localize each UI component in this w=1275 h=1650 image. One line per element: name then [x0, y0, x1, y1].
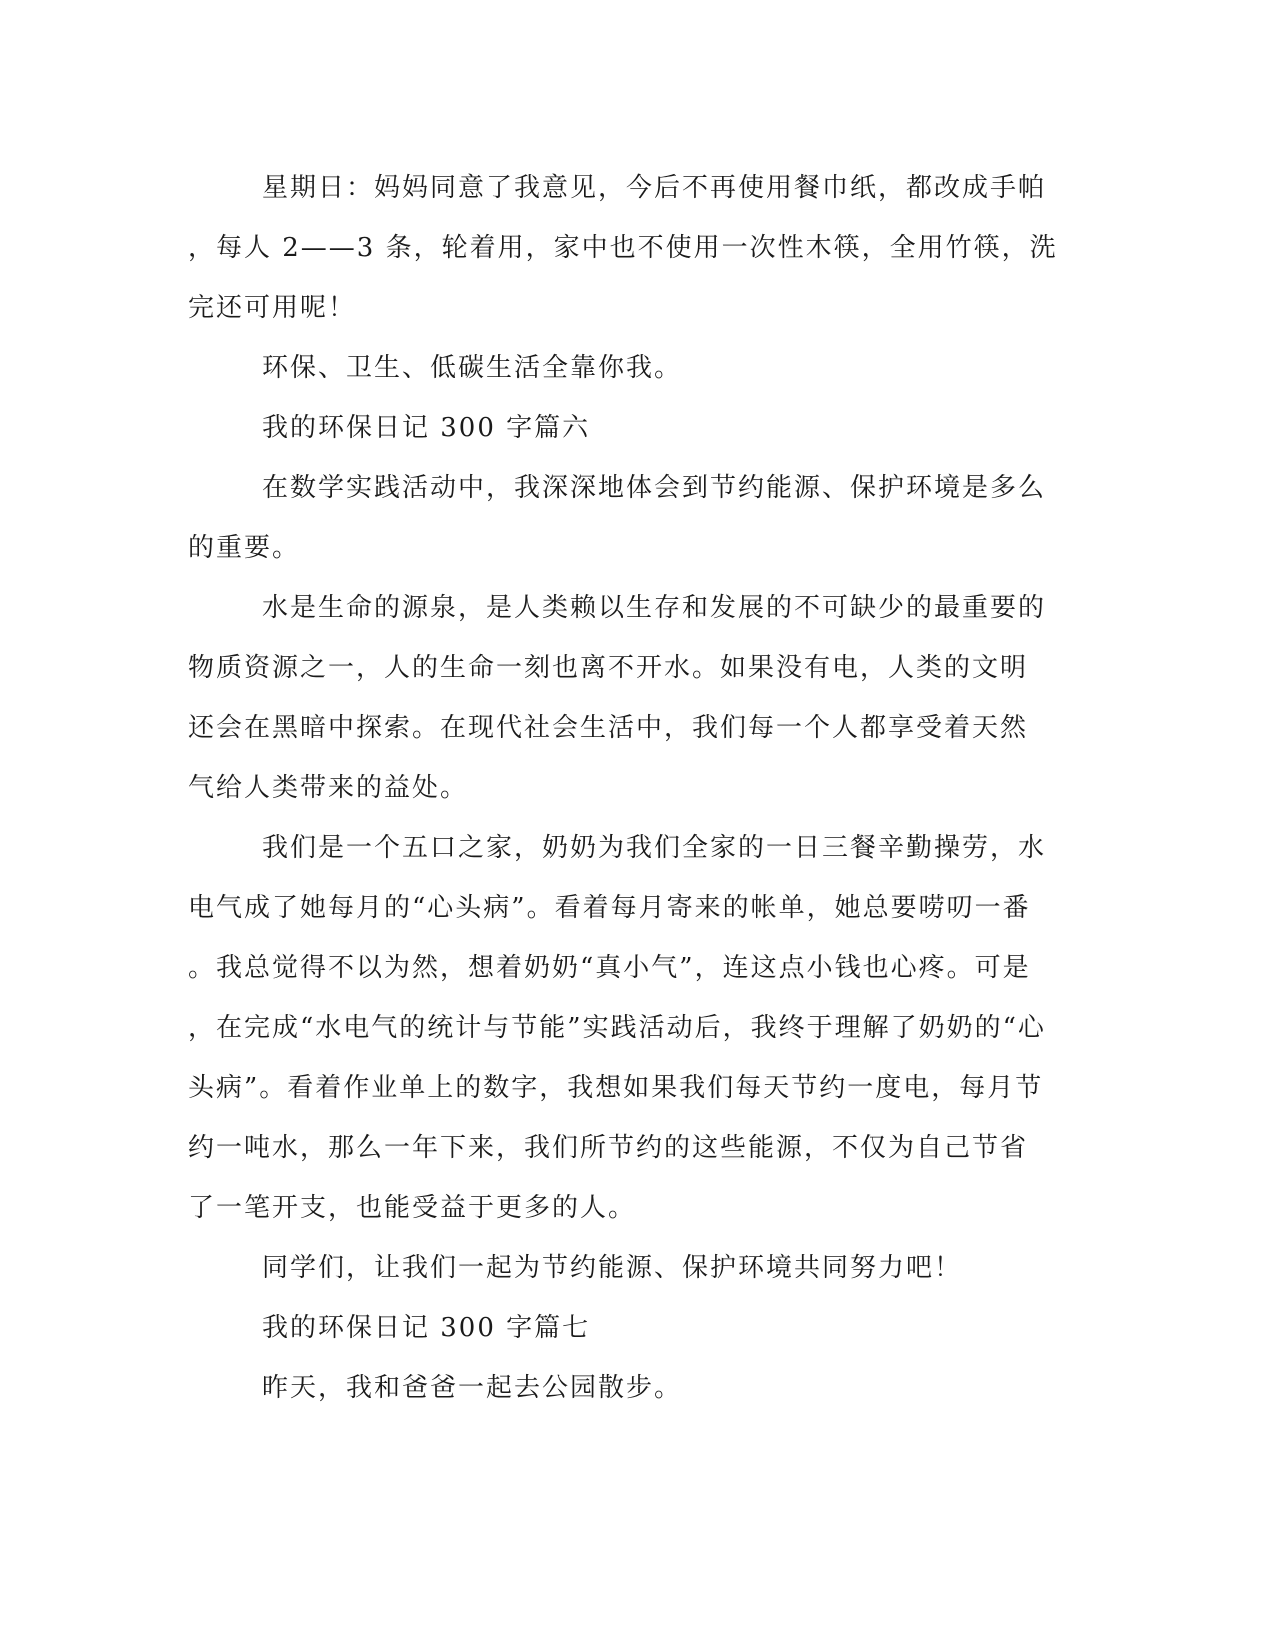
paragraph-line: 还会在黑暗中探索。在现代社会生活中，我们每一个人都享受着天然 [188, 713, 1029, 743]
paragraph-line: 昨天，我和爸爸一起去公园散步。 [262, 1373, 683, 1403]
paragraph-line: 物质资源之一，人的生命一刻也离不开水。如果没有电，人类的文明 [188, 653, 1029, 683]
paragraph-line: 我们是一个五口之家，奶奶为我们全家的一日三餐辛勤操劳，水 [262, 833, 1047, 863]
paragraph-line: 。我总觉得不以为然，想着奶奶“真小气”，连这点小钱也心疼。可是 [188, 953, 1031, 983]
paragraph-line: ，在完成“水电气的统计与节能”实践活动后，我终于理解了奶奶的“心 [188, 1013, 1046, 1043]
paragraph-line: ，每人 2——3 条，轮着用，家中也不使用一次性木筷，全用竹筷，洗 [188, 233, 1058, 263]
paragraph-line: 环保、卫生、低碳生活全靠你我。 [262, 353, 683, 383]
paragraph-line: 气给人类带来的益处。 [188, 773, 469, 803]
paragraph-line: 星期日：妈妈同意了我意见，今后不再使用餐巾纸，都改成手帕 [262, 173, 1047, 203]
paragraph-line: 的重要。 [188, 533, 301, 563]
paragraph-line: 在数学实践活动中，我深深地体会到节约能源、保护环境是多么 [262, 473, 1047, 503]
paragraph-line: 了一笔开支，也能受益于更多的人。 [188, 1193, 637, 1223]
paragraph-line: 头病”。看着作业单上的数字，我想如果我们每天节约一度电，每月节 [188, 1073, 1044, 1103]
paragraph-line: 电气成了她每月的“心头病”。看着每月寄来的帐单，她总要唠叨一番 [188, 893, 1031, 923]
section-heading: 我的环保日记 300 字篇七 [262, 1313, 591, 1343]
paragraph-line: 完还可用呢！ [188, 293, 357, 323]
paragraph-line: 同学们，让我们一起为节约能源、保护环境共同努力吧！ [262, 1253, 963, 1283]
paragraph-line: 水是生命的源泉，是人类赖以生存和发展的不可缺少的最重要的 [262, 593, 1047, 623]
paragraph-line: 约一吨水，那么一年下来，我们所节约的这些能源，不仅为自己节省 [188, 1133, 1029, 1163]
section-heading: 我的环保日记 300 字篇六 [262, 413, 591, 443]
